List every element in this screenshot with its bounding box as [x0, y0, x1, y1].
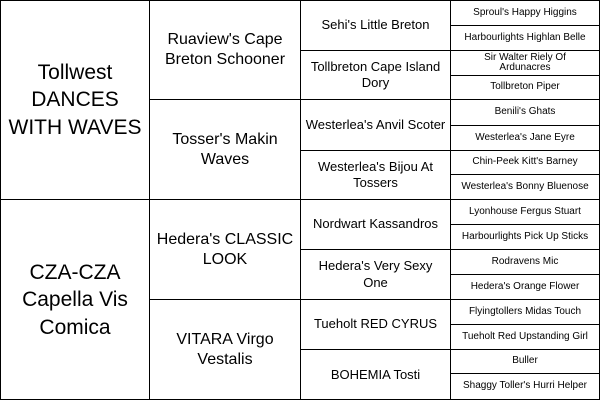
gen4-2-name: Harbourlights Highlan Belle	[464, 31, 586, 43]
gen3-sdd	[301, 151, 451, 200]
gen4-11	[451, 250, 599, 275]
gen4-1-name: Sproul's Happy Higgins	[473, 6, 577, 18]
gen2-dd-name: VITARA Virgo Vestalis	[176, 331, 274, 368]
gen4-13	[451, 300, 599, 325]
gen3-sds	[301, 100, 451, 151]
gen4-9-name: Lyonhouse Fergus Stuart	[469, 205, 581, 217]
gen2-ds-name: Hedera's CLASSIC LOOK	[156, 230, 294, 268]
gen2-sd-name: Tosser's Makin Waves	[172, 130, 278, 168]
gen3-dsd	[301, 250, 451, 300]
gen3-ssd-name: Tollbreton Cape Island Dory	[310, 58, 441, 90]
gen1-dam	[1, 200, 150, 400]
gen4-14-name: Tueholt Red Upstanding Girl	[462, 330, 588, 342]
gen2-ds	[150, 200, 301, 300]
gen4-7-name: Chin-Peek Kitt's Barney	[472, 156, 578, 168]
gen4-5	[451, 100, 599, 126]
gen4-4	[451, 76, 599, 100]
gen3-sss-name: Sehi's Little Breton	[321, 17, 430, 33]
gen4-6-name: Westerlea's Jane Eyre	[475, 131, 575, 143]
gen4-15	[451, 350, 599, 374]
gen2-ss	[150, 1, 301, 100]
gen4-12	[451, 275, 599, 300]
gen4-3-name: Sir Walter Riely Of Ardunacres	[484, 51, 566, 73]
gen3-sss	[301, 1, 451, 51]
gen4-4-name: Tollbreton Piper	[490, 81, 560, 93]
gen1-dam-name: CZA-CZA Capella Vis Comica	[22, 261, 128, 339]
gen4-10-name: Harbourlights Pick Up Sticks	[461, 230, 589, 242]
gen3-ddd	[301, 350, 451, 400]
gen4-15-name: Buller	[512, 355, 538, 367]
gen4-14	[451, 325, 599, 350]
gen3-sds-name: Westerlea's Anvil Scoter	[305, 116, 446, 132]
gen2-sd	[150, 100, 301, 200]
gen1-sire	[1, 1, 150, 200]
gen3-dsd-name: Hedera's Very Sexy One	[318, 258, 433, 290]
gen3-sdd-name: Westerlea's Bijou At Tossers	[318, 158, 433, 190]
gen3-dds	[301, 300, 451, 350]
gen3-ddd-name: BOHEMIA Tosti	[330, 366, 421, 382]
gen4-11-name: Rodravens Mic	[491, 255, 559, 267]
gen3-dss	[301, 200, 451, 250]
gen4-1	[451, 1, 599, 26]
gen4-12-name: Hedera's Orange Flower	[470, 280, 580, 292]
gen4-7	[451, 151, 599, 175]
gen4-16-name: Shaggy Toller's Hurri Helper	[463, 380, 587, 392]
gen4-16	[451, 374, 599, 399]
gen1-sire-name: Tollwest DANCES WITH WAVES	[8, 61, 142, 139]
gen4-8	[451, 175, 599, 200]
gen4-9	[451, 200, 599, 225]
gen4-8-name: Westerlea's Bonny Bluenose	[461, 180, 589, 192]
gen3-dds-name: Tueholt RED CYRUS	[313, 316, 438, 332]
gen4-10	[451, 225, 599, 250]
gen2-ss-name: Ruaview's Cape Breton Schooner	[164, 31, 286, 68]
gen3-dss-name: Nordwart Kassandros	[313, 216, 438, 232]
gen4-2	[451, 26, 599, 51]
gen4-3	[451, 51, 599, 76]
gen4-6	[451, 126, 599, 151]
gen4-13-name: Flyingtollers Midas Touch	[468, 305, 582, 317]
gen3-ssd	[301, 51, 451, 100]
gen2-dd	[150, 300, 301, 400]
gen4-5-name: Benili's Ghats	[494, 106, 556, 118]
